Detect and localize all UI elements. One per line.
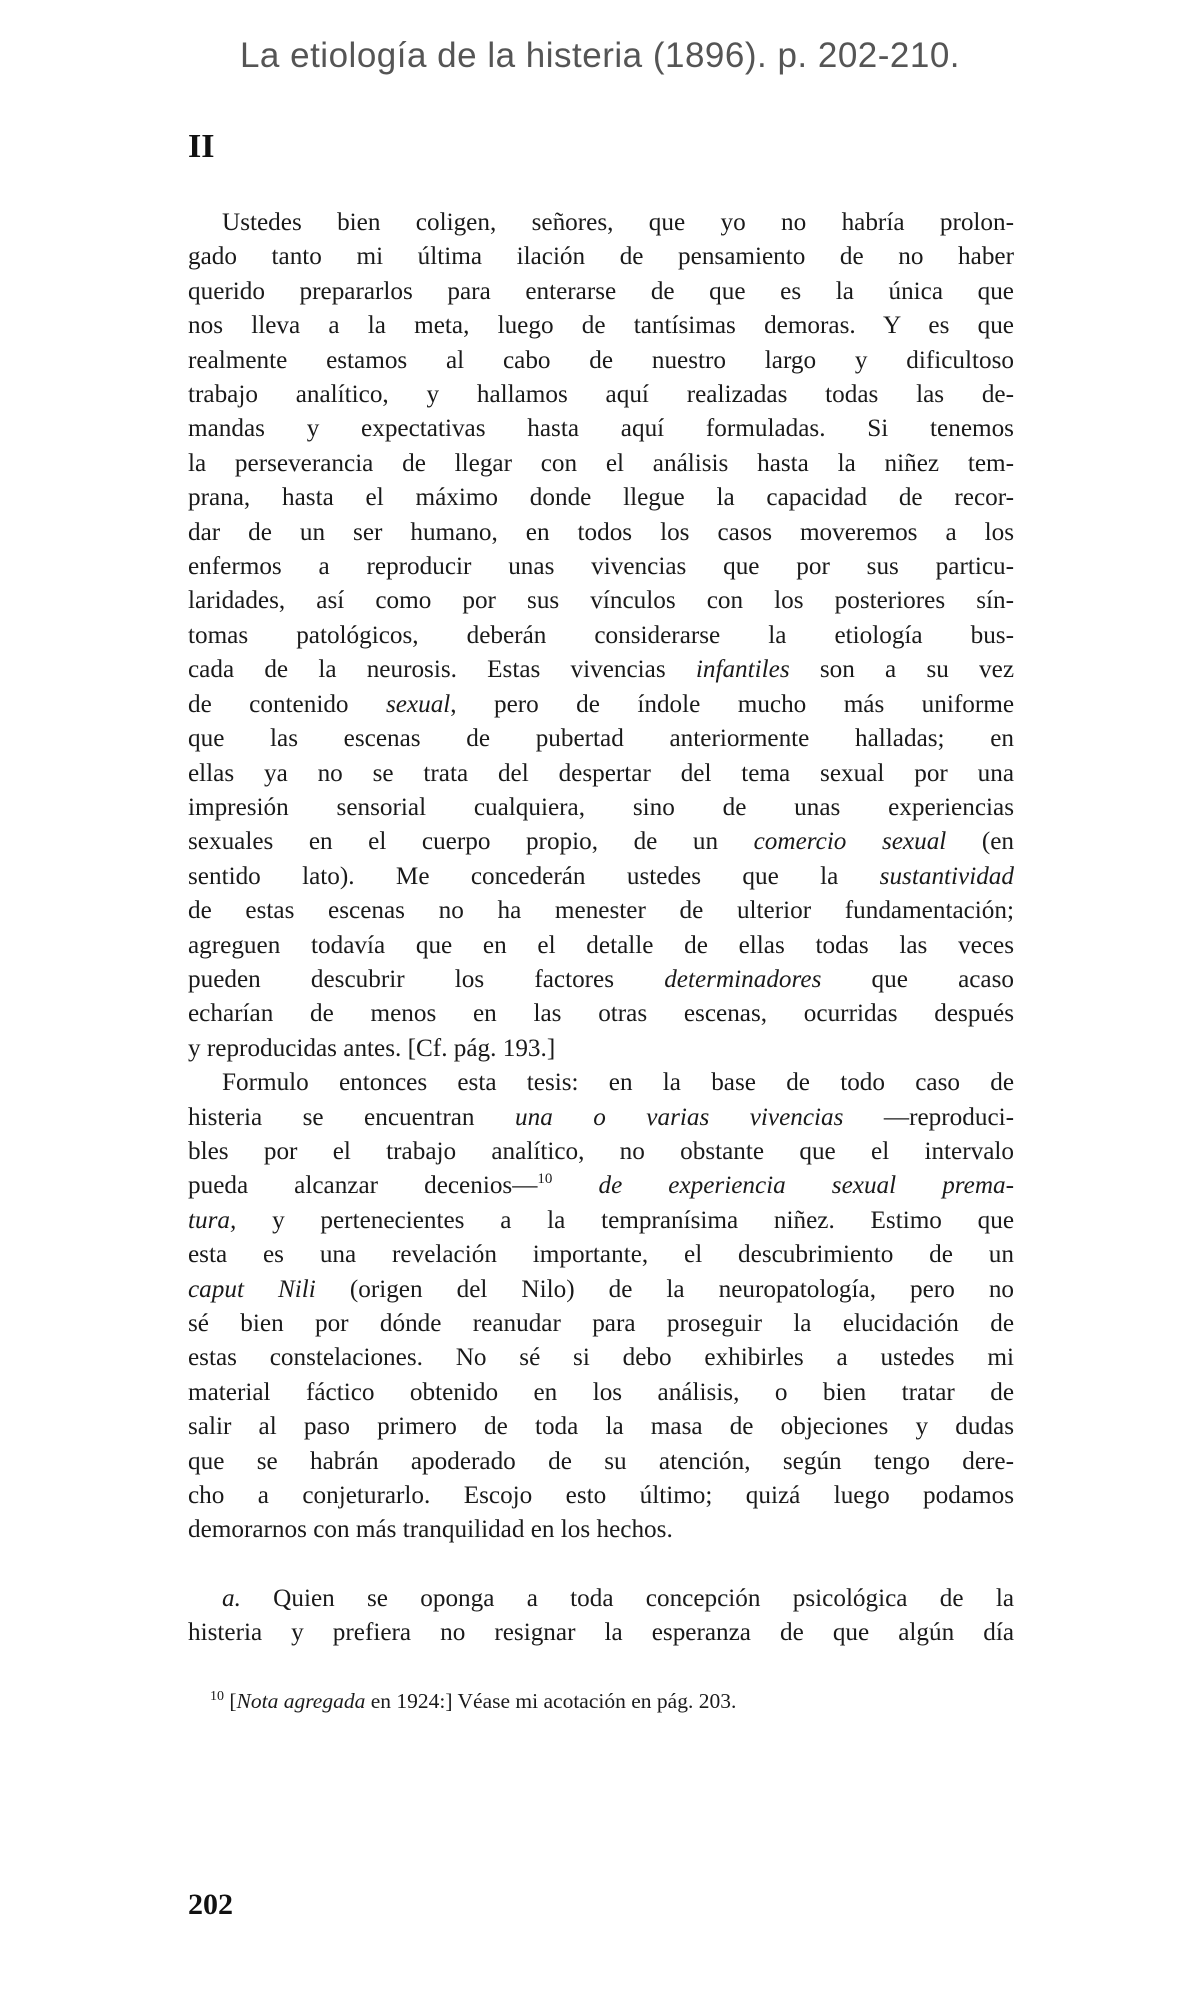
- text-line: de estas escenas no ha menester de ulterior fundamentación;: [188, 897, 1014, 925]
- text-line: [188, 963, 1014, 997]
- text-fragment: (en: [981, 828, 1015, 856]
- text-line: prana, hasta el máximo donde llegue la capacidad de recor-: [188, 484, 1014, 512]
- text-line: sé bien por dónde reanudar para proseguir la elucidación de: [188, 1310, 1014, 1337]
- text-fragment: y pertenecientes a la tempranísima niñez. Estimo que: [272, 1206, 1015, 1234]
- text-line: cho a conjeturarlo. Escojo esto último; quizá luego podamos: [188, 1482, 1014, 1510]
- footnote-bracket: [: [229, 1689, 237, 1713]
- text-line: realmente estamos al cabo de nuestro largo y dificultoso: [188, 346, 1014, 374]
- text-fragment: sexuales en el cuerpo propio, de un: [188, 828, 719, 856]
- italic-term: de experiencia sexual prema-: [598, 1172, 1015, 1200]
- text-fragment: de contenido: [188, 690, 349, 718]
- text-line: mandas y expectativas hasta aquí formuladas. Si tenemos: [188, 415, 1014, 443]
- text-line: que las escenas de pubertad anteriormente halladas; en: [188, 725, 1014, 753]
- text-line: enfermos a reproducir unas vivencias que por sus particu-: [188, 553, 1014, 581]
- footnote-number: 10: [210, 1689, 224, 1704]
- text-line: nos lleva a la meta, luego de tantísimas demoras. Y es que: [188, 312, 1014, 340]
- text-fragment: histeria se encuentran: [188, 1103, 475, 1131]
- italic-term: infantiles: [695, 656, 790, 684]
- italic-term: sexual: [385, 690, 451, 718]
- text-line: [188, 1273, 1014, 1307]
- text-line: gado tanto mi última ilación de pensamiento de no haber: [188, 243, 1014, 271]
- paragraph-3: [188, 1582, 1014, 1651]
- text-line: salir al paso primero de toda la masa de objeciones y dudas: [188, 1413, 1014, 1441]
- text-fragment: , pero de índole mucho más uniforme: [450, 690, 1015, 718]
- text-fragment: sentido lato). Me concederán ustedes que la: [188, 862, 839, 890]
- text-fragment: que acaso: [871, 965, 1015, 993]
- italic-term: una o varias vivencias: [515, 1103, 844, 1131]
- text-line: [188, 825, 1014, 859]
- list-marker: a.: [222, 1584, 241, 1612]
- text-line: querido prepararlos para enterarse de que es la única que: [188, 277, 1014, 305]
- text-line: bles por el trabajo analítico, no obstante que el intervalo: [188, 1137, 1014, 1165]
- text-line: trabajo analítico, y hallamos aquí realizadas todas las de-: [188, 381, 1014, 409]
- text-line: Formulo entonces esta tesis: en la base de todo caso de: [222, 1069, 1014, 1097]
- text-line: dar de un ser humano, en todos los casos moveremos a los: [188, 518, 1014, 546]
- text-fragment: pueden descubrir los factores: [188, 965, 615, 993]
- text-line: [188, 688, 1014, 722]
- italic-term: tura,: [188, 1206, 237, 1234]
- text-line: y reproducidas antes. [Cf. pág. 193.]: [188, 1034, 556, 1062]
- italic-term: caput Nili: [188, 1275, 316, 1303]
- text-line: [188, 653, 1014, 687]
- text-line: estas constelaciones. No sé si debo exhibirles a ustedes mi: [188, 1344, 1014, 1372]
- running-head: La etiología de la histeria (1896). p. 202-210.: [239, 36, 961, 75]
- text-fragment: cada de la neurosis. Estas vivencias: [188, 656, 666, 684]
- italic-term: determinadores: [664, 965, 822, 993]
- text-line: material fáctico obtenido en los análisis, o bien tratar de: [188, 1378, 1014, 1406]
- paragraph-2: [188, 1066, 1014, 1548]
- italic-term: comercio sexual: [753, 828, 947, 856]
- section-number: II: [188, 128, 215, 165]
- text-fragment: —reproduci-: [883, 1103, 1015, 1131]
- text-line: impresión sensorial cualquiera, sino de unas experiencias: [188, 793, 1014, 821]
- body-text: [188, 206, 1014, 1651]
- text-line: demorarnos con más tranquilidad en los hechos.: [188, 1516, 673, 1544]
- text-line: [188, 1101, 1014, 1135]
- text-line: la perseverancia de llegar con el análisis hasta la niñez tem-: [188, 449, 1014, 477]
- text-line: [188, 1169, 1014, 1203]
- text-line: [188, 1204, 1014, 1238]
- text-line: tomas patológicos, deberán considerarse la etiología bus-: [188, 621, 1014, 649]
- footnote-text: en 1924:] Véase mi acotación en pág. 203.: [365, 1689, 737, 1713]
- footnote-ref[interactable]: 10: [537, 1171, 553, 1188]
- text-line: [188, 1582, 1014, 1616]
- text-line: ellas ya no se trata del despertar del tema sexual por una: [188, 759, 1014, 787]
- text-fragment: Quien se oponga a toda concepción psicológica de la: [273, 1584, 1014, 1612]
- text-line: echarían de menos en las otras escenas, ocurridas después: [188, 1000, 1014, 1028]
- italic-term: sustantividad: [879, 862, 1014, 890]
- paragraph-1: [188, 206, 1014, 1066]
- text-fragment: pueda alcanzar decenios—: [188, 1172, 538, 1200]
- text-fragment: son a su vez: [819, 656, 1015, 684]
- text-line: laridades, así como por sus vínculos con los posteriores sín-: [188, 587, 1014, 615]
- text-line: [188, 860, 1014, 894]
- text-line: Ustedes bien coligen, señores, que yo no habría prolon-: [222, 209, 1014, 236]
- page-number: 202: [188, 1888, 233, 1921]
- text-line: histeria y prefiera no resignar la esperanza de que algún día: [188, 1619, 1014, 1647]
- text-line: que se habrán apoderado de su atención, según tengo dere-: [188, 1447, 1014, 1475]
- text-fragment: (origen del Nilo) de la neuropatología, pero no: [349, 1275, 1015, 1303]
- text-line: esta es una revelación importante, el descubrimiento de un: [188, 1241, 1014, 1269]
- text-line: agreguen todavía que en el detalle de ellas todas las veces: [188, 931, 1014, 959]
- footnote: [210, 1686, 1010, 1716]
- footnote-italic: Nota agregada: [236, 1689, 366, 1713]
